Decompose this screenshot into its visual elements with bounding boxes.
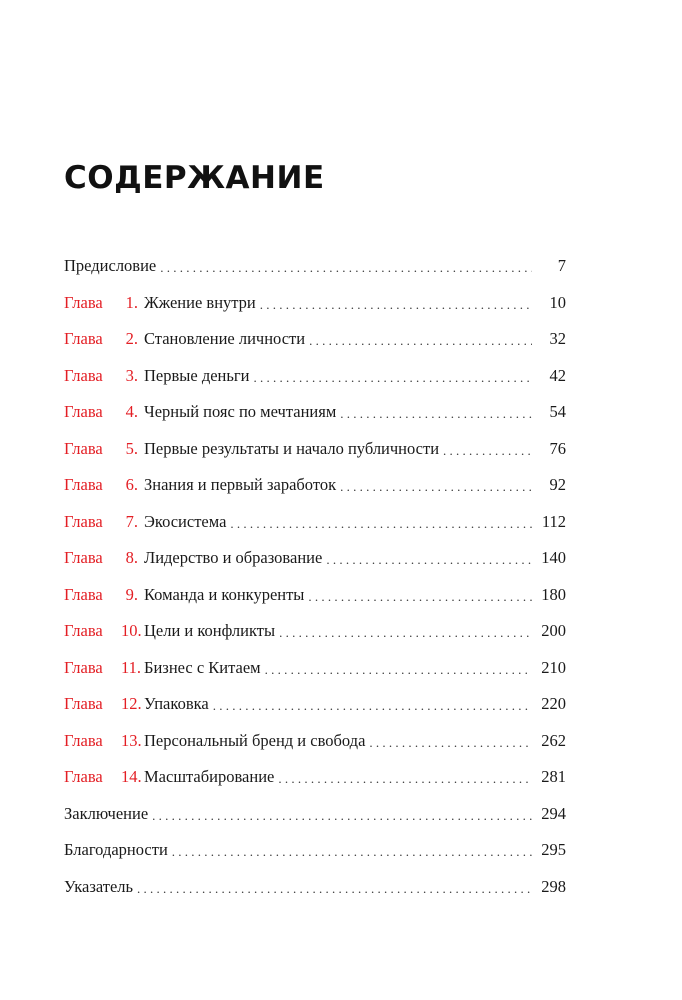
toc-chapter-entry[interactable] [64,613,566,650]
page-number: 140 [541,548,566,568]
chapter-number: 4. [125,402,138,422]
page-number: 210 [541,657,566,677]
chapter-word: Глава [64,365,103,385]
chapter-number: 12. [121,694,142,714]
entry-title: Знания и первый заработок [144,475,337,495]
dot-leader [340,406,532,422]
page-number: 7 [557,256,566,276]
chapter-label [64,402,138,422]
page-number: 298 [541,876,566,896]
page-title: СОДЕРЖАНИЕ [64,160,325,196]
entry-title: Первые деньги [144,365,250,385]
entry-title: Команда и конкуренты [144,584,305,604]
page-number: 295 [541,840,566,860]
toc-chapter-entry[interactable] [64,650,566,687]
toc-chapter-entry[interactable] [64,504,566,541]
dot-leader [369,735,532,751]
chapter-number: 5. [125,438,138,458]
entry-title: Заключение [64,803,149,823]
chapter-number: 3. [125,365,138,385]
chapter-number: 6. [125,475,138,495]
entry-title: Экосистема [144,511,227,531]
toc-chapter-entry[interactable] [64,759,566,796]
entry-title: Цели и конфликты [144,621,276,641]
toc-section-entry[interactable] [64,869,566,906]
chapter-number: 1. [125,292,138,312]
chapter-word: Глава [64,548,103,568]
toc-chapter-entry[interactable] [64,467,566,504]
chapter-word: Глава [64,767,103,787]
chapter-number: 11. [121,657,142,677]
page-number: 32 [549,329,566,349]
chapter-word: Глава [64,438,103,458]
entry-title: Предисловие [64,256,157,276]
chapter-word: Глава [64,475,103,495]
toc-chapter-entry[interactable] [64,358,566,395]
dot-leader [160,260,532,276]
chapter-number: 2. [125,329,138,349]
entry-title: Жжение внутри [144,292,256,312]
toc-chapter-entry[interactable] [64,285,566,322]
page-number: 180 [541,584,566,604]
chapter-word: Глава [64,292,103,312]
page-number: 112 [541,511,566,531]
chapter-word: Глава [64,730,103,750]
dot-leader [260,297,532,313]
chapter-word: Глава [64,694,103,714]
toc-chapter-entry[interactable] [64,577,566,614]
toc-chapter-entry[interactable] [64,431,566,468]
chapter-label [64,512,138,532]
entry-title: Первые результаты и начало публичности [144,438,440,458]
dot-leader [172,844,532,860]
chapter-word: Глава [64,657,103,677]
chapter-number: 9. [125,584,138,604]
toc-chapter-entry[interactable] [64,394,566,431]
chapter-label [64,657,142,678]
toc-chapter-entry[interactable] [64,540,566,577]
dot-leader [265,662,532,678]
dot-leader [278,771,532,787]
chapter-word: Глава [64,402,103,422]
chapter-number: 14. [121,767,142,787]
chapter-label [64,730,142,751]
chapter-label [64,475,138,495]
chapter-number: 7. [125,511,138,531]
chapter-label [64,548,138,568]
dot-leader [308,589,532,605]
chapter-label [64,621,142,641]
toc-chapter-entry[interactable] [64,321,566,358]
dot-leader [230,516,532,532]
dot-leader [137,881,532,897]
dot-leader [443,443,532,459]
page-number: 54 [549,402,566,422]
chapter-label [64,585,138,605]
entry-title: Масштабирование [144,767,275,787]
chapter-number: 10. [121,621,142,641]
chapter-number: 8. [125,548,138,568]
table-of-contents [64,248,566,905]
page-number: 10 [549,292,566,312]
dot-leader [254,370,533,386]
entry-title: Черный пояс по мечтаниям [144,402,337,422]
page-number: 42 [549,365,566,385]
dot-leader [326,552,532,568]
page-number: 294 [541,803,566,823]
chapter-word: Глава [64,621,103,641]
chapter-word: Глава [64,511,103,531]
entry-title: Благодарности [64,840,168,860]
page-number: 262 [541,730,566,750]
entry-title: Персональный бренд и свобода [144,730,366,750]
chapter-label [64,767,142,787]
chapter-label [64,293,138,313]
dot-leader [213,698,532,714]
page-number: 220 [541,694,566,714]
entry-title: Лидерство и образование [144,548,323,568]
page-number: 281 [541,767,566,787]
chapter-label [64,439,138,459]
dot-leader [340,479,532,495]
dot-leader [309,333,532,349]
toc-section-entry[interactable] [64,248,566,285]
entry-title: Становление личности [144,329,306,349]
chapter-number: 13. [121,730,142,750]
chapter-word: Глава [64,584,103,604]
chapter-label [64,366,138,386]
toc-section-entry[interactable] [64,796,566,833]
chapter-word: Глава [64,329,103,349]
chapter-label [64,694,142,714]
toc-chapter-entry[interactable] [64,686,566,723]
page-number: 92 [549,475,566,495]
page-number: 200 [541,621,566,641]
dot-leader [279,625,532,641]
entry-title: Указатель [64,876,134,896]
entry-title: Бизнес с Китаем [144,657,261,677]
entry-title: Упаковка [144,694,209,714]
chapter-label [64,329,138,349]
toc-section-entry[interactable] [64,832,566,869]
toc-chapter-entry[interactable] [64,723,566,760]
dot-leader [152,808,532,824]
page-number: 76 [549,438,566,458]
